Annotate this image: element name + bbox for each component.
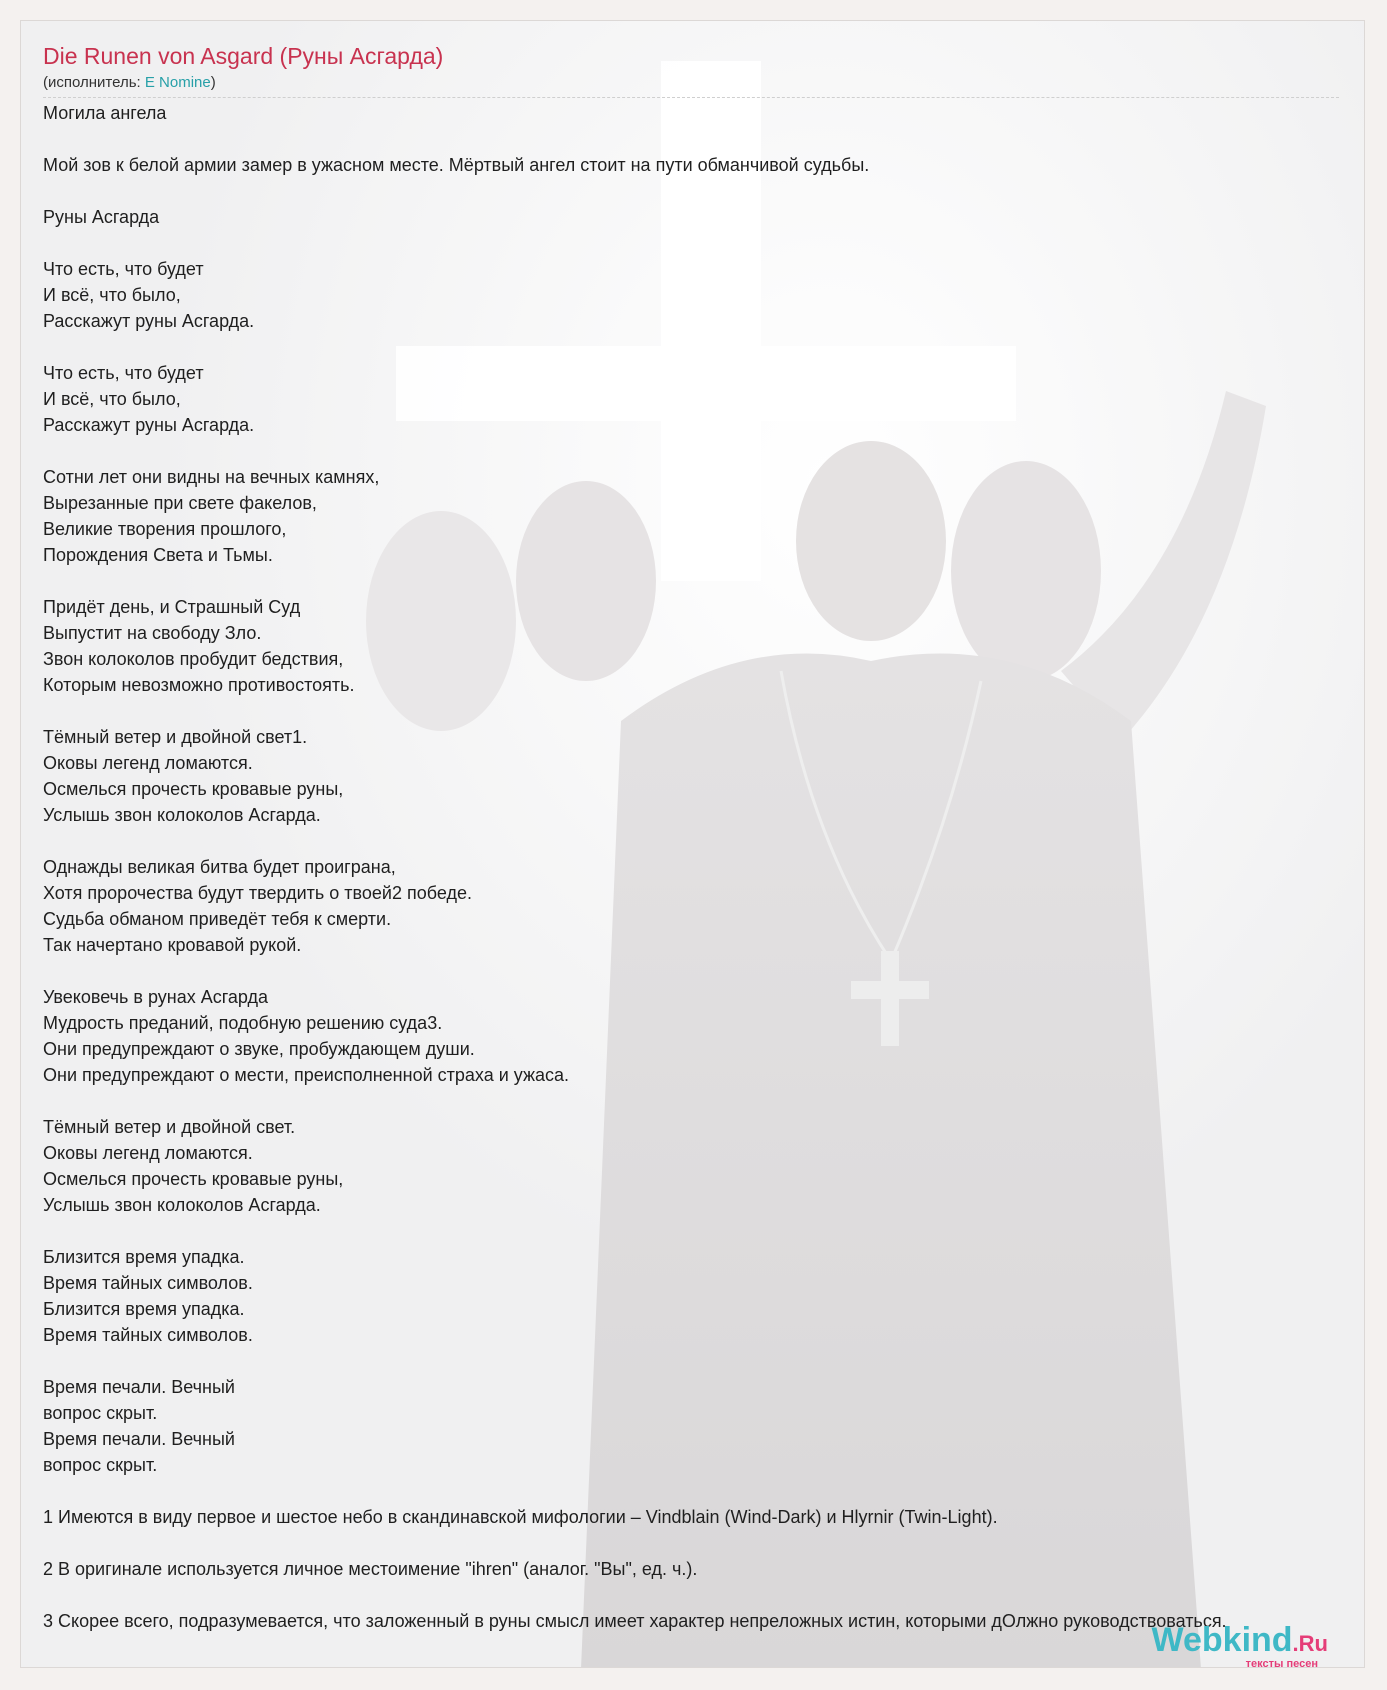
- lyric-line: [43, 1478, 1363, 1504]
- lyric-line: Они предупреждают о мести, преисполненной страха и ужаса.: [43, 1065, 570, 1085]
- lyric-line: Мой зов к белой армии замер в ужасном месте. Мёртвый ангел стоит на пути обманчивой судьбы.: [43, 155, 870, 175]
- lyric-line: [43, 1348, 1363, 1374]
- logo-main-text: Webkind: [1151, 1621, 1293, 1659]
- lyric-line: Увековечь в рунах Асгарда: [43, 987, 269, 1007]
- lyric-line: 1 Имеются в виду первое и шестое небо в скандинавской мифологии – Vindblain (Wind-Dark) и Hlyrnir (Twin-Light).: [43, 1507, 998, 1527]
- lyric-line: Время тайных символов.: [43, 1325, 253, 1345]
- lyric-line: Услышь звон колоколов Асгарда.: [43, 805, 321, 825]
- lyric-line: Время тайных символов.: [43, 1273, 253, 1293]
- lyric-line: Осмелься прочесть кровавые руны,: [43, 779, 344, 799]
- lyric-line: Мудрость преданий, подобную решению суда3.: [43, 1013, 443, 1033]
- lyric-line: Расскажут руны Асгарда.: [43, 415, 255, 435]
- lyric-line: Великие творения прошлого,: [43, 519, 287, 539]
- lyric-line: Вырезанные при свете факелов,: [43, 493, 317, 513]
- lyric-line: Тёмный ветер и двойной свет1.: [43, 727, 308, 747]
- lyric-line: [43, 126, 1363, 152]
- lyric-line: вопрос скрыт.: [43, 1403, 158, 1423]
- lyric-line: Близится время упадка.: [43, 1299, 245, 1319]
- lyric-line: [43, 828, 1363, 854]
- lyric-line: [43, 568, 1363, 594]
- lyric-line: [43, 958, 1363, 984]
- lyric-line: Оковы легенд ломаются.: [43, 753, 253, 773]
- artist-suffix: ): [210, 74, 216, 91]
- lyric-line: [43, 334, 1363, 360]
- lyric-line: И всё, что было,: [43, 389, 181, 409]
- lyric-line: Однажды великая битва будет проиграна,: [43, 857, 396, 877]
- lyrics-card: [20, 20, 1365, 1668]
- lyric-line: Судьба обманом приведёт тебя к смерти.: [43, 909, 392, 929]
- lyric-line: Расскажут руны Асгарда.: [43, 311, 255, 331]
- lyric-line: Тёмный ветер и двойной свет.: [43, 1117, 296, 1137]
- artist-line: [43, 73, 1363, 93]
- lyric-line: Время печали. Вечный: [43, 1377, 235, 1397]
- lyric-line: вопрос скрыт.: [43, 1455, 158, 1475]
- lyric-line: Оковы легенд ломаются.: [43, 1143, 253, 1163]
- lyric-line: 3 Скорее всего, подразумевается, что заложенный в руны смысл имеет характер непреложных истин, которыми дОлжно руководствоваться.: [43, 1611, 1227, 1631]
- lyric-line: Так начертано кровавой рукой.: [43, 935, 302, 955]
- lyric-line: Близится время упадка.: [43, 1247, 245, 1267]
- artist-prefix: (исполнитель:: [43, 74, 145, 91]
- lyric-line: 2 В оригинале используется личное местоимение "ihren" (аналог. "Вы", ед. ч.).: [43, 1559, 698, 1579]
- logo-tagline: тексты песен: [1245, 1658, 1318, 1670]
- lyric-line: [43, 1582, 1363, 1608]
- title-divider: [43, 97, 1339, 98]
- lyric-line: [43, 1218, 1363, 1244]
- lyric-line: Они предупреждают о звуке, пробуждающем души.: [43, 1039, 475, 1059]
- lyric-line: [43, 230, 1363, 256]
- lyric-line: Что есть, что будет: [43, 363, 204, 383]
- lyric-line: [43, 178, 1363, 204]
- lyric-line: Сотни лет они видны на вечных камнях,: [43, 467, 380, 487]
- lyric-line: [43, 1530, 1363, 1556]
- lyrics-text: [43, 100, 1363, 1634]
- logo-domain: .Ru: [1292, 1631, 1328, 1656]
- lyric-line: Придёт день, и Страшный Суд: [43, 597, 301, 617]
- lyric-line: Услышь звон колоколов Асгарда.: [43, 1195, 321, 1215]
- lyric-line: И всё, что было,: [43, 285, 181, 305]
- lyrics-content: [43, 41, 1363, 1634]
- lyric-line: Руны Асгарда: [43, 207, 160, 227]
- lyric-line: Которым невозможно противостоять.: [43, 675, 355, 695]
- lyric-line: [43, 1088, 1363, 1114]
- lyric-line: Что есть, что будет: [43, 259, 204, 279]
- lyric-line: Могила ангела: [43, 103, 167, 123]
- lyric-line: [43, 698, 1363, 724]
- artist-link[interactable]: E Nomine: [144, 74, 211, 91]
- lyric-line: Осмелься прочесть кровавые руны,: [43, 1169, 344, 1189]
- lyric-line: [43, 438, 1363, 464]
- lyric-line: Хотя пророчества будут твердить о твоей2 победе.: [43, 883, 472, 903]
- lyric-line: Выпустит на свободу Зло.: [43, 623, 262, 643]
- lyric-line: Порождения Света и Тьмы.: [43, 545, 273, 565]
- site-logo[interactable]: [1151, 1620, 1358, 1680]
- lyric-line: Время печали. Вечный: [43, 1429, 235, 1449]
- lyric-line: Звон колоколов пробудит бедствия,: [43, 649, 344, 669]
- song-title: Die Runen von Asgard (Руны Асгарда): [43, 43, 444, 69]
